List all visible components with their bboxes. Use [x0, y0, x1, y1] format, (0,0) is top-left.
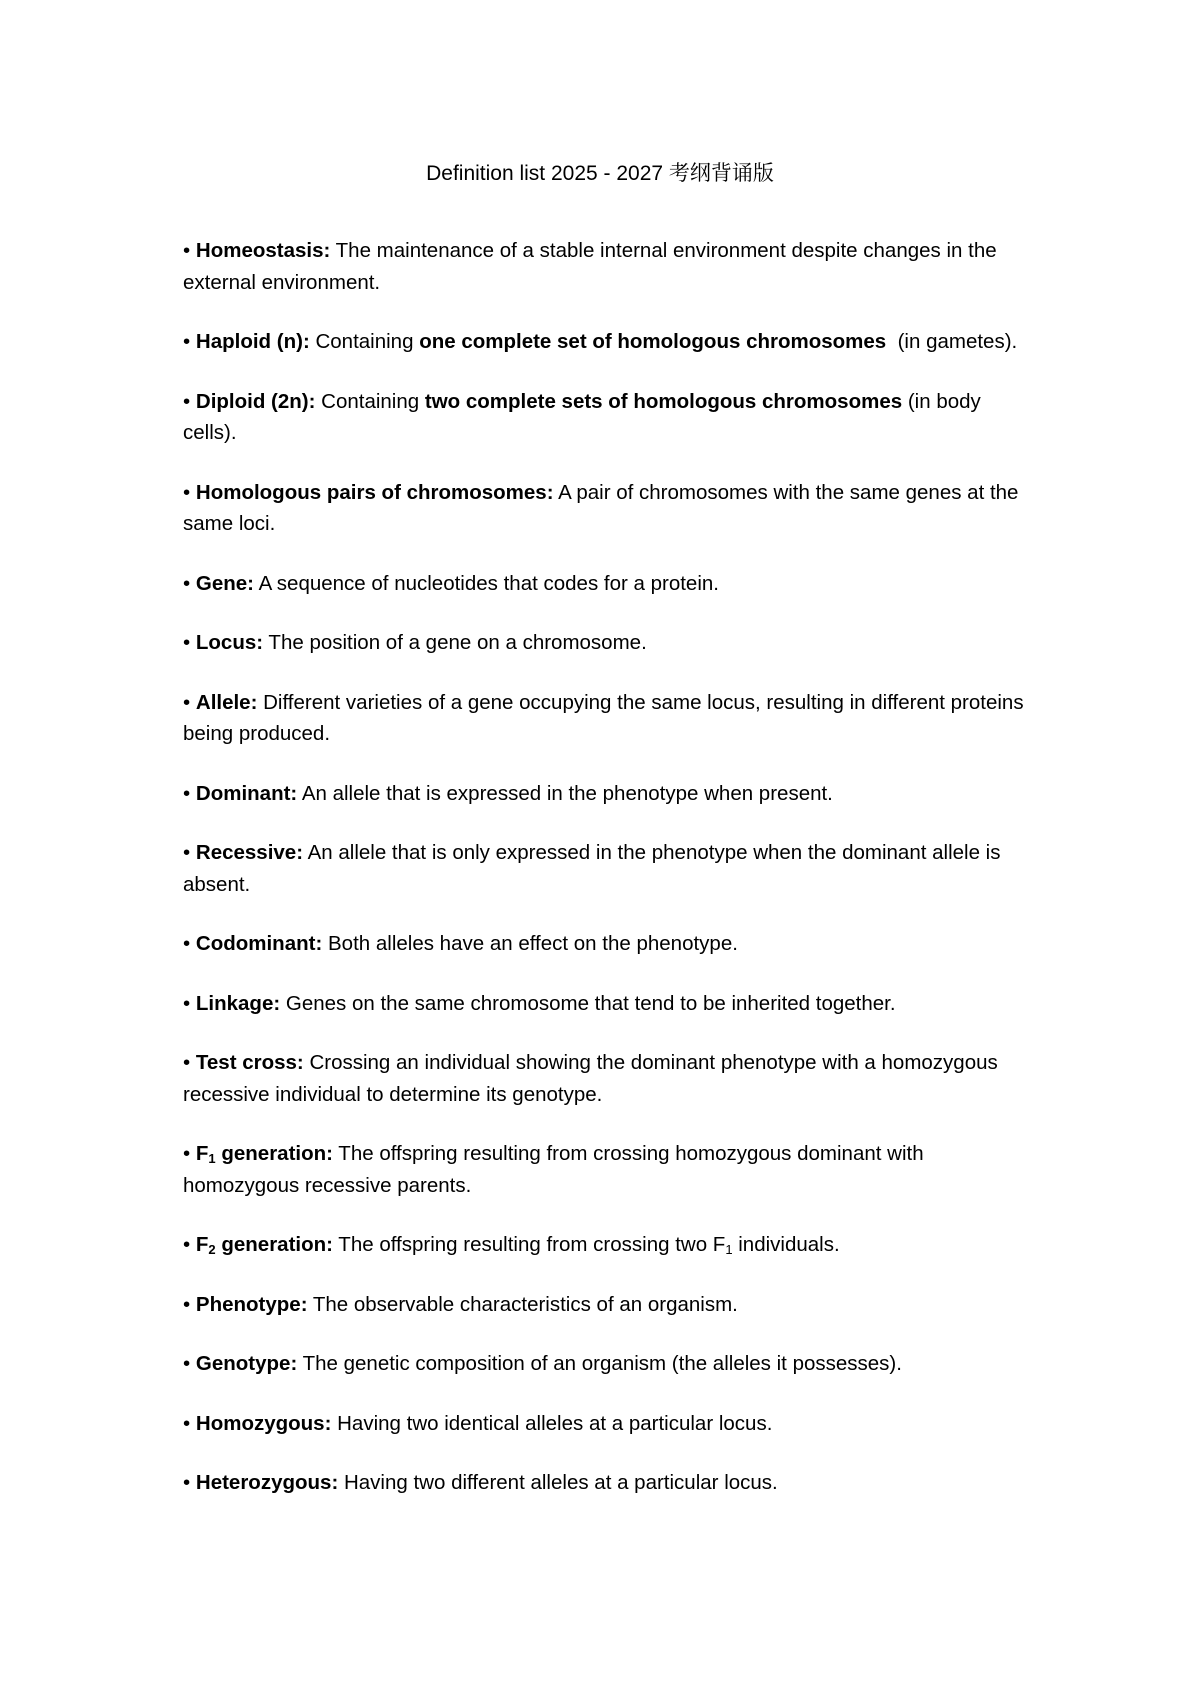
- definition-text: Both alleles have an effect on the phenotype.: [322, 932, 738, 955]
- definition-test-cross: [183, 1047, 1028, 1110]
- definition-recessive: [183, 837, 1028, 900]
- definition-subscript: 1: [725, 1242, 733, 1257]
- definition-term: Heterozygous:: [195, 1471, 339, 1494]
- definition-text-continued: (in gametes).: [886, 330, 1018, 353]
- definition-phenotype: [183, 1289, 1028, 1321]
- definition-gene: [183, 568, 1028, 600]
- definition-locus: [183, 627, 1028, 659]
- definition-dominant: [183, 778, 1028, 810]
- definition-term: Linkage:: [195, 991, 281, 1015]
- bullet: •: [183, 239, 191, 262]
- definition-term: $F_2$ generation:: [195, 1233, 333, 1257]
- definition-text: The observable characteristics of an organism.: [307, 1292, 738, 1316]
- definition-emphasis: two complete sets of homologous chromosomes: [424, 389, 903, 413]
- bullet: •: [183, 932, 191, 955]
- definition-linkage: [183, 988, 1028, 1020]
- definition-term: Haploid (n):: [195, 330, 310, 353]
- definition-term: Diploid (2n):: [195, 389, 316, 413]
- definition-homeostasis: [183, 235, 1028, 298]
- bullet: •: [183, 781, 191, 805]
- bullet: •: [183, 1292, 191, 1316]
- bullet: •: [183, 1411, 191, 1435]
- definition-f1-generation: [183, 1138, 1028, 1201]
- bullet: •: [183, 631, 191, 654]
- bullet: •: [183, 1142, 191, 1165]
- definition-allele: [183, 687, 1028, 750]
- bullet: •: [183, 1233, 191, 1256]
- bullet: •: [183, 1352, 191, 1375]
- definition-term: Allele:: [195, 690, 258, 714]
- definition-term: Homozygous:: [195, 1411, 332, 1435]
- bullet: •: [183, 330, 191, 353]
- definition-genotype: [183, 1348, 1028, 1380]
- definition-text: Containing: [309, 330, 420, 353]
- bullet: •: [183, 690, 191, 714]
- definition-homozygous: [183, 1408, 1028, 1440]
- definition-term: Test cross:: [195, 1051, 304, 1074]
- bullet: •: [183, 571, 191, 595]
- definition-term: Recessive:: [195, 841, 304, 864]
- definition-term: Gene:: [195, 571, 254, 595]
- definition-text: Genes on the same chromosome that tend to be inherited together.: [280, 991, 896, 1015]
- definition-term: Homologous pairs of chromosomes:: [195, 480, 554, 504]
- definition-term: $F_1$ generation:: [195, 1142, 333, 1166]
- bullet: •: [183, 1051, 191, 1074]
- definition-heterozygous: [183, 1467, 1028, 1499]
- definition-text: The genetic composition of an organism (the alleles it possesses).: [297, 1352, 902, 1375]
- definition-haploid: [183, 326, 1028, 358]
- definition-term: Codominant:: [195, 932, 323, 955]
- definition-text: Different varieties of a gene occupying the same locus, resulting in different proteins being produced.: [183, 690, 1024, 745]
- definition-list: [183, 235, 1028, 1527]
- definition-homologous-pairs: [183, 477, 1028, 540]
- definition-term: Homeostasis:: [195, 239, 331, 262]
- definition-text: The position of a gene on a chromosome.: [263, 631, 647, 654]
- definition-text: A pair of chromosomes with the same genes at the same loci.: [183, 480, 1019, 535]
- bullet: •: [183, 841, 191, 864]
- document-title: Definition list 2025 - 2027 考纲背诵版: [426, 162, 774, 185]
- definition-emphasis: one complete set of homologous chromosomes: [419, 330, 887, 353]
- definition-text: Crossing an individual showing the dominant phenotype with a homozygous recessive individual to determine its genotype.: [183, 1051, 998, 1106]
- definition-text: Having two identical alleles at a particular locus.: [331, 1411, 773, 1435]
- bullet: •: [183, 389, 191, 413]
- definition-text: The offspring resulting from crossing homozygous dominant with homozygous recessive parents.: [183, 1142, 924, 1197]
- definition-f2-generation: [183, 1229, 1028, 1261]
- definition-diploid: [183, 386, 1028, 449]
- definition-term: Genotype:: [195, 1352, 298, 1375]
- definition-text-continued: (in body cells).: [183, 389, 981, 444]
- definition-text: The maintenance of a stable internal environment despite changes in the external environment.: [183, 239, 997, 294]
- bullet: •: [183, 991, 191, 1015]
- definition-text: The offspring resulting from crossing two F: [332, 1233, 726, 1256]
- definition-term: Phenotype:: [195, 1292, 308, 1316]
- definition-text: An allele that is expressed in the phenotype when present.: [297, 781, 833, 805]
- definition-text: A sequence of nucleotides that codes for a protein.: [254, 571, 719, 595]
- bullet: •: [183, 480, 191, 504]
- bullet: •: [183, 1471, 191, 1494]
- definition-text: An allele that is only expressed in the phenotype when the dominant allele is absent.: [183, 841, 1001, 896]
- definition-text-continued: individuals.: [732, 1233, 840, 1256]
- definition-text: Containing: [315, 389, 425, 413]
- definition-text: Having two different alleles at a particular locus.: [338, 1471, 778, 1494]
- definition-term: Locus:: [195, 631, 264, 654]
- definition-codominant: [183, 928, 1028, 960]
- definition-term: Dominant:: [195, 781, 298, 805]
